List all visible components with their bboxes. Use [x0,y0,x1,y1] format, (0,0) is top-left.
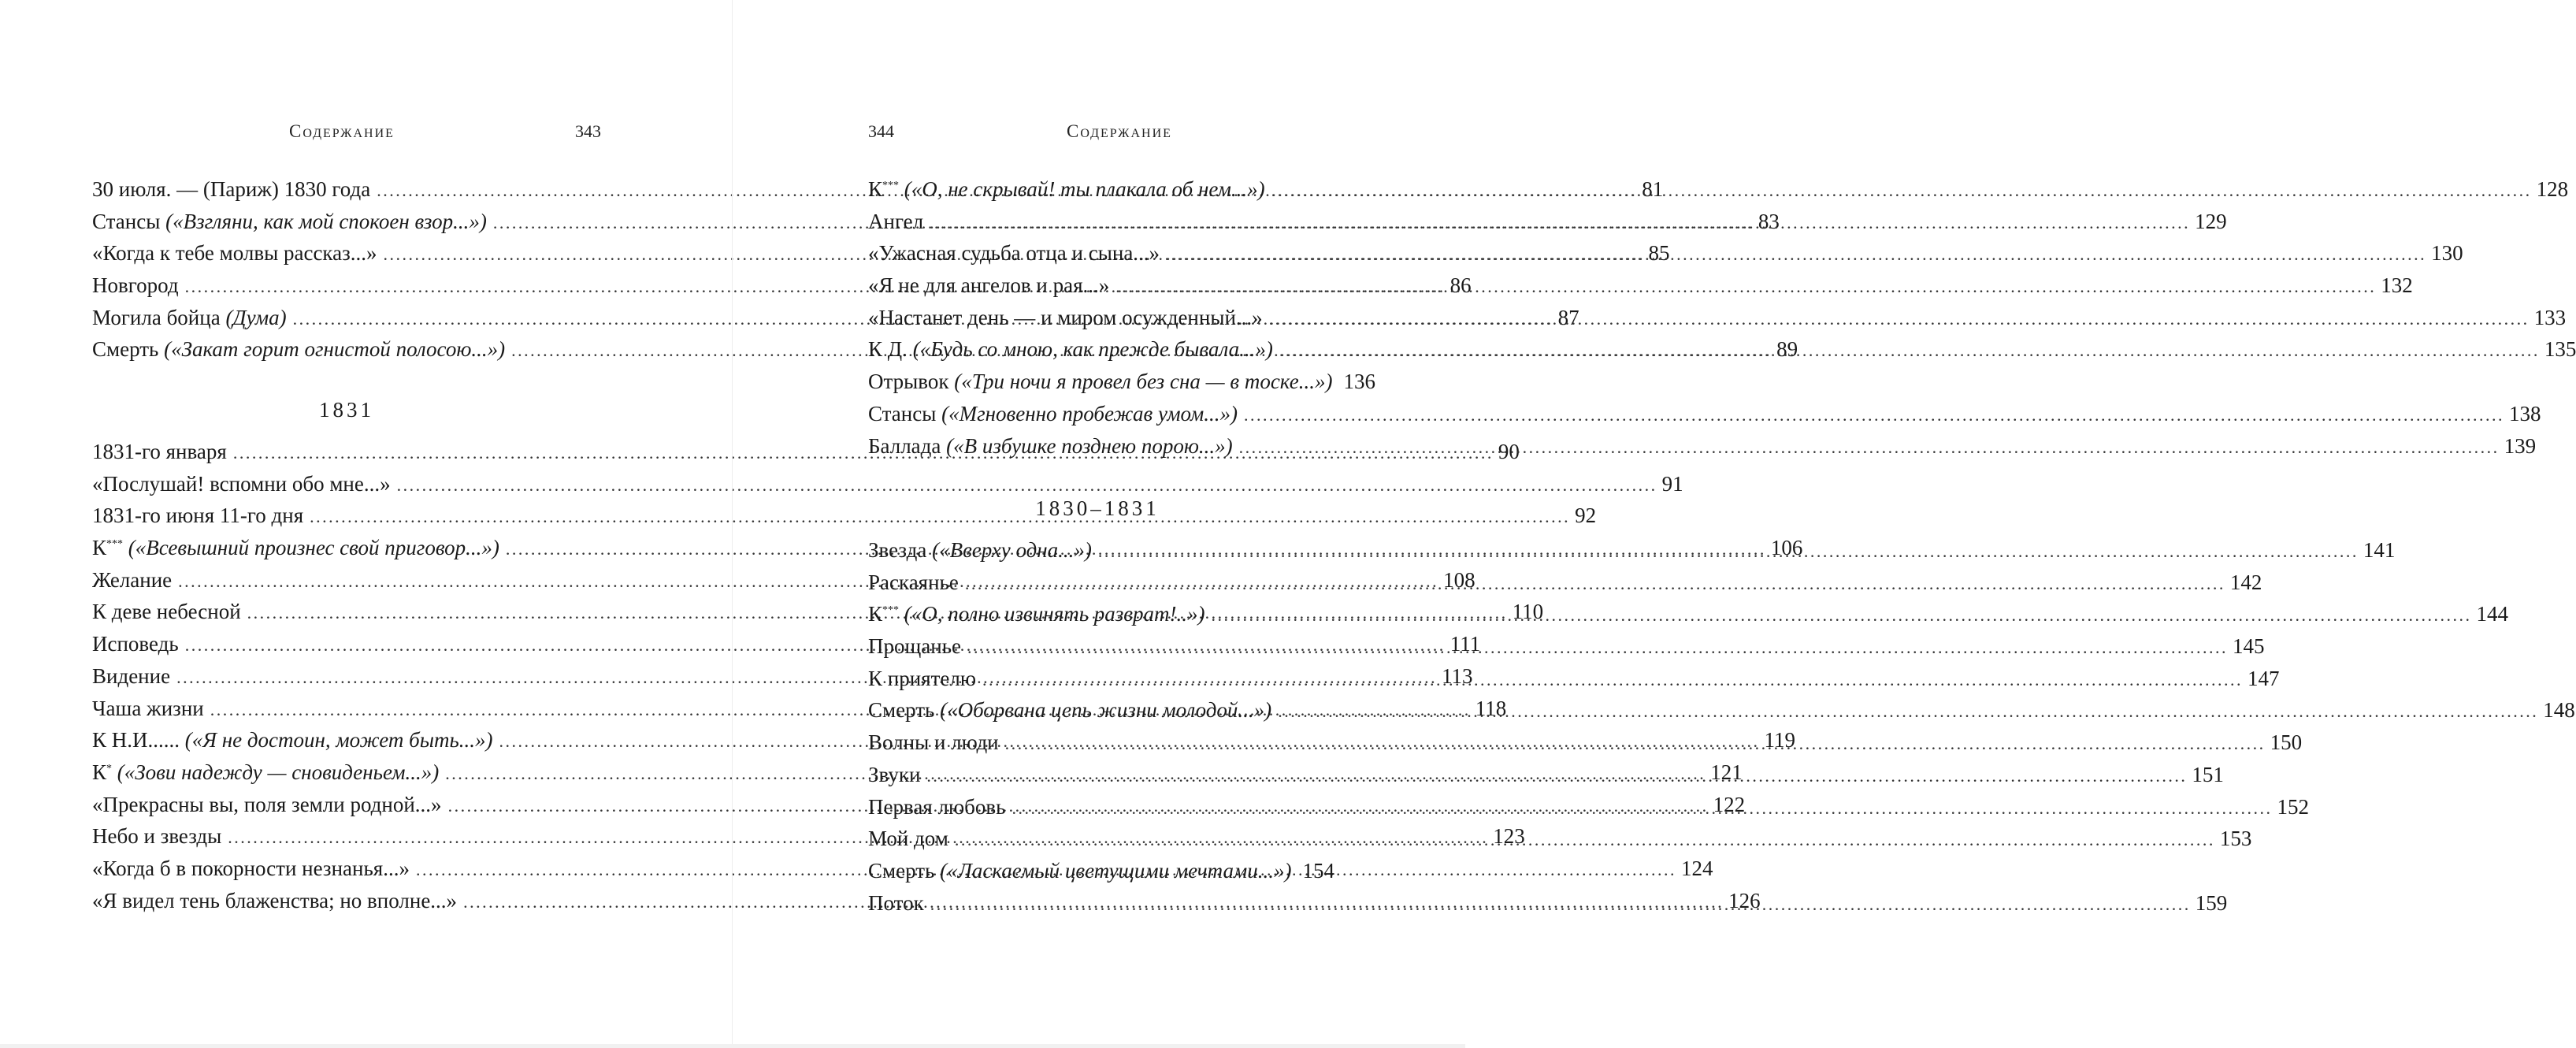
toc-entry-asterisks: * [106,762,113,775]
toc-entry-asterisks: *** [106,538,124,551]
toc-entry-title [92,500,303,532]
toc-entry-name: Желание [92,567,173,592]
toc-entry-page: 86 [1449,273,1472,298]
toc-entry-name: К деве небесной [92,600,241,624]
toc-entry-name: Смерть [868,858,941,883]
toc-entry-title [868,727,999,759]
dot-leader [1244,400,2504,432]
toc-entry-name: «Я не для ангелов и рая...» [868,273,1110,298]
toc-entry-page: 111 [1449,632,1481,656]
toc-entry-first-line: («Ласкаемый цветущими мечтами...») [940,858,1292,883]
toc-entry [868,398,2541,430]
toc-entry-title [868,366,1332,398]
toc-entry-title [92,206,487,238]
dot-leader [1115,271,2376,303]
toc-entry-title [92,756,439,789]
dot-leader [1005,728,2266,760]
toc-entry-first-line: («Закат горит огнистой полосою...») [164,337,506,362]
toc-entry-page: 91 [1661,471,1683,496]
toc-entry-title [868,302,1263,334]
toc-entry-name: К приятелю [868,666,977,690]
toc-entry-page: 87 [1557,305,1579,329]
toc-entry-title [92,173,370,206]
toc-entry-page: 151 [2192,762,2224,786]
toc-entry-page: 129 [2195,209,2227,233]
toc-entry-page: 122 [1713,792,1746,816]
toc-entry-title [868,398,1238,430]
toc-entry-name: «Я видел тень блаженства; но вполне...» [92,888,458,912]
toc-entry-title [868,567,959,599]
running-head-title: Содержание [1067,121,1172,141]
dot-leader [1279,335,2540,367]
dot-leader [982,664,2243,697]
toc-entry-title [92,820,221,853]
toc-entry-asterisks: *** [882,180,900,191]
toc-entry-page: 90 [1498,440,1520,463]
toc-entry-page: 108 [1443,567,1475,592]
dot-leader [1098,536,2359,568]
toc-entry-page: 128 [2536,177,2569,201]
toc-entry-name: Поток [868,890,924,915]
toc-entry-name: Звезда [868,538,933,562]
toc-entry-page: 118 [1475,696,1507,720]
toc-entry-name: Стансы [868,401,942,426]
toc-entry-first-line: («О, полно извинять разврат!..») [899,602,1205,626]
page-number: 343 [575,121,601,141]
dot-leader [967,632,2228,664]
toc-entry-title [868,333,1273,366]
toc-entry-title [92,333,505,366]
toc-entry-name: Баллада [868,433,947,458]
right-running-head [868,121,1327,145]
toc-entry-title [92,237,377,269]
toc-entry-page: 130 [2431,241,2463,266]
toc-entry-title [868,534,1092,567]
toc-entry-page: 144 [2476,602,2508,626]
toc-entry-name: «Когда к тебе молвы рассказ...» [92,241,377,266]
dot-leader [926,760,2187,793]
toc-entry-name: Волны и люди [868,730,999,755]
toc-entry-first-line: («В избушке позднею порою...») [946,433,1233,458]
toc-entry-page: 142 [2229,570,2262,594]
toc-entry-name: Раскаянье [868,570,959,594]
toc-entry-title [868,206,923,238]
toc-entry-name: 30 июля. — (Париж) 1830 года [92,177,371,201]
page-number: 344 [868,121,894,141]
toc-entry-page: 92 [1575,504,1597,528]
toc-entry-title [92,693,204,725]
toc-entry-page: 148 [2543,698,2575,723]
toc-entry-page: 126 [1728,888,1761,912]
toc-entry-page: 135 [2544,337,2576,362]
toc-entry-page: 132 [2381,273,2413,298]
dot-leader [1166,239,2426,271]
toc-entry-name: Могила бойца [92,305,226,329]
toc-entry-name: Чаша жизни [92,696,204,720]
toc-entry-first-line: («Три ночи я провел без сна — в тоске...») [954,370,1333,394]
toc-entry-title [92,853,410,885]
toc-entry-first-line: («О, не скрывай! ты плакала об нем...») [899,177,1265,201]
toc-entry-first-line: («Взгляни, как мой спокоен взор...») [165,209,487,233]
toc-entry-first-line: («Мгновенно пробежав умом...») [941,401,1238,426]
toc-entry-page: 121 [1710,760,1743,784]
toc-entry-page: 154 [1302,858,1334,883]
toc-entry-title [868,759,920,791]
toc-entry-name: Новгород [92,273,179,298]
dot-leader [930,889,2191,921]
toc-entry [868,366,1375,398]
toc-entry-name: К Д. [868,337,913,362]
toc-entry-first-line: («Оборвана цепь жизни молодой...») [940,698,1272,723]
toc-entry-title [92,885,457,917]
toc-entry-name: «Послушай! вспомни обо мне...» [92,471,391,496]
toc-entry-name: 1831-го января [92,440,227,463]
toc-entry-page: 81 [1642,177,1664,201]
toc-entry-title [868,694,1271,727]
toc-entry-title [868,630,961,663]
toc-entry-page: 159 [2195,890,2228,915]
toc-entry-name: К [92,760,107,784]
toc-entry-title [92,302,287,334]
toc-entry-title [92,789,442,821]
toc-entry-first-line: («Я не достоин, может быть...») [184,728,493,753]
toc-entry-page: 145 [2233,634,2265,659]
toc-entry-page: 138 [2509,401,2541,426]
dot-leader [1239,432,2500,464]
toc-entry-name: «Настанет день — и миром осужденный...» [868,305,1263,329]
toc-entry-title [92,436,227,468]
dot-leader [965,568,2225,600]
toc-entry-title [868,791,1005,823]
toc-entry-name: Небо и звезды [92,824,222,849]
toc-entry-page: 119 [1764,728,1796,753]
section-heading-1831: 1831 [319,398,374,422]
toc-entry-page: 113 [1442,663,1473,688]
toc-entry-page: 85 [1648,241,1670,266]
toc-entry-name: «Прекрасны вы, поля земли родной...» [92,792,442,816]
toc-entry-name: Смерть [92,337,165,362]
toc-entry-title [92,532,499,564]
toc-entry-title [92,468,391,500]
toc-entry-title [868,663,976,695]
dot-leader [1011,793,2272,825]
toc-entry-title [92,628,179,660]
toc-entry-name: Смерть [868,698,941,723]
toc-entry-page: 124 [1680,856,1713,880]
toc-entry-page: 89 [1776,337,1798,362]
toc-entry-name: Исповедь [92,632,179,656]
left-running-head [92,121,601,145]
toc-entry-name: Стансы [92,209,166,233]
toc-entry-name: К [92,536,107,560]
toc-entry-name: К [868,177,883,201]
toc-entry-page: 133 [2533,305,2567,329]
toc-entry-title [868,598,1204,630]
toc-entry-page: 150 [2270,730,2303,755]
toc-entry-name: К Н.И...... [92,728,185,753]
dot-leader [1269,303,2530,336]
toc-entry-title [92,724,493,756]
toc-entry-title [868,887,924,920]
toc-entry [868,855,1334,887]
toc-entry-title [92,269,179,302]
toc-entry-page: 110 [1512,600,1544,624]
toc-entry-name: Отрывок [868,370,955,394]
toc-entry-name: «Когда б в покорности незнанья...» [92,856,410,880]
toc-entry [92,468,1683,500]
toc-entry-title [92,596,241,628]
section-heading-1830-1831: 1830–1831 [1035,496,1160,520]
page-bottom-edge [0,1044,1465,1048]
dot-leader [1271,175,2532,207]
toc-entry-first-line: (Дума) [225,305,287,329]
toc-entry-first-line: («Вверху одна...») [932,538,1092,562]
dot-leader [930,207,2190,240]
toc-entry-first-line: («Всевышний произнес свой приговор...») [123,536,499,560]
toc-entry-name: Ангел [868,209,924,233]
toc-entry-title [868,237,1160,269]
toc-entry-page: 83 [1758,209,1780,233]
toc-entry-name: Звуки [868,762,921,786]
toc-entry-page: 139 [2504,433,2537,458]
toc-entry-name: Видение [92,663,171,688]
toc-entry-page: 136 [1343,370,1375,394]
toc-entry-title [92,660,170,693]
toc-entry-page: 152 [2277,794,2309,819]
toc-entry-title [868,823,948,855]
running-head-title: Содержание [289,121,395,141]
toc-entry-name: 1831-го июня 11-го дня [92,504,304,528]
toc-entry-name: Мой дом [868,827,948,851]
dot-leader [955,824,2215,857]
toc-entry-name: К [868,602,883,626]
toc-entry-page: 123 [1493,824,1525,849]
toc-entry-name: Первая любовь [868,794,1006,819]
toc-entry-name: Прощанье [868,634,962,659]
dot-leader [1278,696,2538,728]
dot-leader [1211,600,2471,632]
toc-entry-name: «Ужасная судьба отца и сына...» [868,241,1160,266]
toc-entry-title [868,855,1291,887]
toc-entry-title [868,430,1233,463]
toc-entry-title [868,269,1109,302]
toc-entry-page: 141 [2363,538,2396,562]
toc-entry-title [868,173,1265,206]
toc-entry-title [92,564,172,596]
toc-entry-page: 147 [2248,666,2280,690]
toc-entry-asterisks: *** [882,604,900,617]
toc-entry-first-line: («Зови надежду — сновиденьем...») [112,760,440,784]
toc-entry-page: 106 [1770,536,1803,560]
toc-entry-first-line: («Будь со мною, как прежде бывала...») [912,337,1273,362]
toc-entry-page: 153 [2219,827,2252,851]
